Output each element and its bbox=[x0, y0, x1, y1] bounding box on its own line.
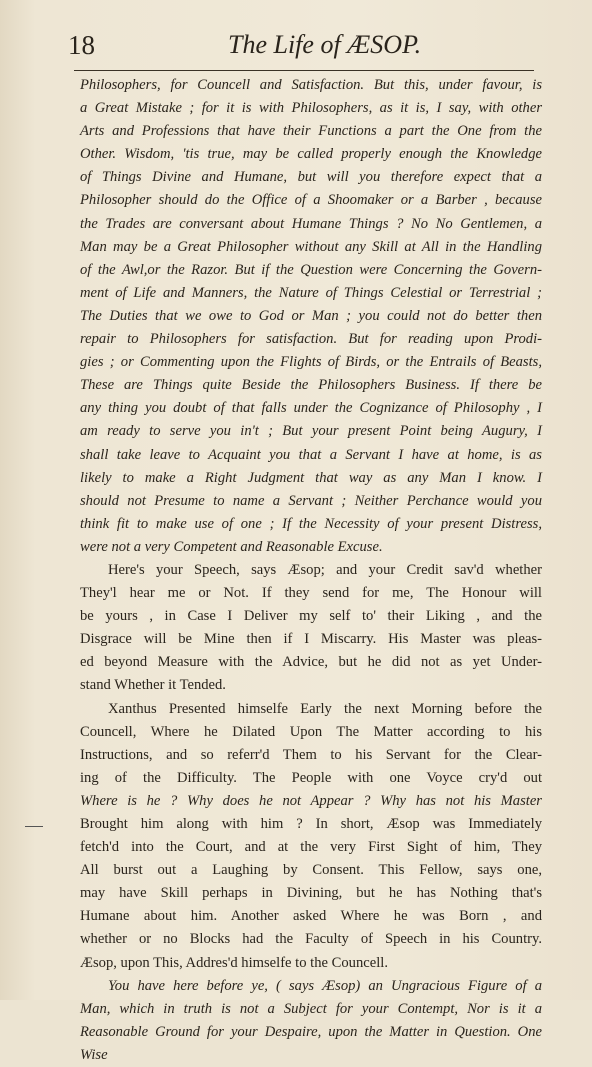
text-line: Where is he ? Why does he not Appear ? Why has not his Master bbox=[80, 792, 542, 809]
text-line: All burst out a Laughing by Consent. This Fellow, says one, bbox=[80, 862, 542, 879]
text-line: may have Skill perhaps in Divining, but he has Nothing that's bbox=[80, 885, 542, 902]
text-line: stand Whether it Tended. bbox=[80, 677, 226, 694]
text-line: Æsop, upon This, Addres'd himselfe to the Councell. bbox=[80, 954, 388, 971]
text-line: any thing you doubt of that falls under the Cognizance of Philosophy , I bbox=[80, 400, 542, 417]
text-line: fetch'd into the Court, and at the very First Sight of him, They bbox=[80, 839, 542, 856]
text-line: repair to Philosophers for satisfaction. But for reading upon Prodi- bbox=[80, 331, 542, 348]
text-line: ment of Life and Manners, the Nature of Things Celestial or Terrestrial ; bbox=[80, 284, 542, 301]
text-line: Councell, Where he Dilated Upon The Matter according to his bbox=[80, 723, 542, 740]
text-line: Brought him along with him ? In short, Æsop was Immediately bbox=[80, 816, 542, 832]
text-line: These are Things quite Beside the Philosophers Business. If there be bbox=[80, 377, 542, 394]
margin-mark bbox=[25, 826, 43, 827]
text-line: be yours , in Case I Deliver my self to' their Liking , and the bbox=[80, 608, 542, 625]
text-line: whether or no Blocks had the Faculty of Speech in his Country. bbox=[80, 931, 542, 948]
text-line: a Great Mistake ; for it is with Philosophers, as it is, I say, with other bbox=[80, 100, 542, 117]
text-line: of the Awl,or the Razor. But if the Question were Concerning the Govern- bbox=[80, 261, 542, 278]
text-line: Reasonable Ground for your Despaire, upon the Matter in Question. One bbox=[80, 1023, 542, 1040]
text-line: The Duties that we owe to God or Man ; you could not do better then bbox=[80, 307, 542, 324]
text-line: Humane about him. Another asked Where he was Born , and bbox=[80, 908, 542, 925]
page-number: 18 bbox=[68, 30, 95, 60]
text-line: Other. Wisdom, 'tis true, may be called properly enough the Knowledge bbox=[80, 146, 542, 163]
body-text bbox=[80, 74, 542, 1067]
text-line: of Things Divine and Humane, but will you therefore expect that a bbox=[80, 169, 542, 186]
text-line: am ready to serve you in't ; But your present Point being Augury, I bbox=[80, 423, 542, 440]
text-line: should not Presume to name a Servant ; Neither Perchance would you bbox=[80, 492, 542, 509]
text-line: Disgrace will be Mine then if I Miscarry. His Master was pleas- bbox=[80, 631, 542, 648]
text-line: Man, which in truth is not a Subject for your Contempt, Nor is it a bbox=[80, 1000, 542, 1017]
text-line: gies ; or Commenting upon the Flights of Birds, or the Entrails of Beasts, bbox=[80, 354, 542, 371]
text-line: ed beyond Measure with the Advice, but he did not as yet Under- bbox=[80, 654, 542, 671]
text-line: They'l hear me or Not. If they send for me, The Honour will bbox=[80, 585, 542, 602]
text-line: Philosopher should do the Office of a Shoomaker or a Barber , because bbox=[80, 192, 542, 209]
text-line: Philosophers, for Councell and Satisfaction. But this, under favour, is bbox=[80, 77, 542, 93]
header-rule bbox=[74, 70, 534, 71]
text-line: the Trades are conversant about Humane Things ? No No Gentlemen, a bbox=[80, 215, 542, 232]
text-line: Instructions, and so referr'd Them to his Servant for the Clear- bbox=[80, 746, 542, 763]
text-line: shall take leave to Acquaint you that a Servant I have at home, is as bbox=[80, 446, 542, 463]
text-line: Man may be a Great Philosopher without any Skill at All in the Handling bbox=[80, 238, 542, 255]
running-title: The Life of ÆSOP. bbox=[228, 30, 422, 59]
page-header bbox=[68, 30, 538, 66]
catchword: Wise bbox=[80, 1046, 108, 1063]
text-line: Arts and Professions that have their Functions a part the One from the bbox=[80, 123, 542, 140]
text-line: You have here before ye, ( says Æsop) an Ungracious Figure of a bbox=[108, 977, 542, 994]
text-line: Xanthus Presented himselfe Early the next Morning before the bbox=[108, 700, 542, 717]
text-line: think fit to make use of one ; If the Necessity of your present Distress, bbox=[80, 515, 542, 532]
text-line: ing of the Difficulty. The People with one Voyce cry'd out bbox=[80, 769, 542, 786]
text-line: Here's your Speech, says Æsop; and your Credit sav'd whether bbox=[108, 561, 542, 578]
text-line: were not a very Competent and Reasonable Excuse. bbox=[80, 538, 383, 555]
text-line: likely to make a Right Judgment that way as any Man I know. I bbox=[80, 469, 542, 486]
